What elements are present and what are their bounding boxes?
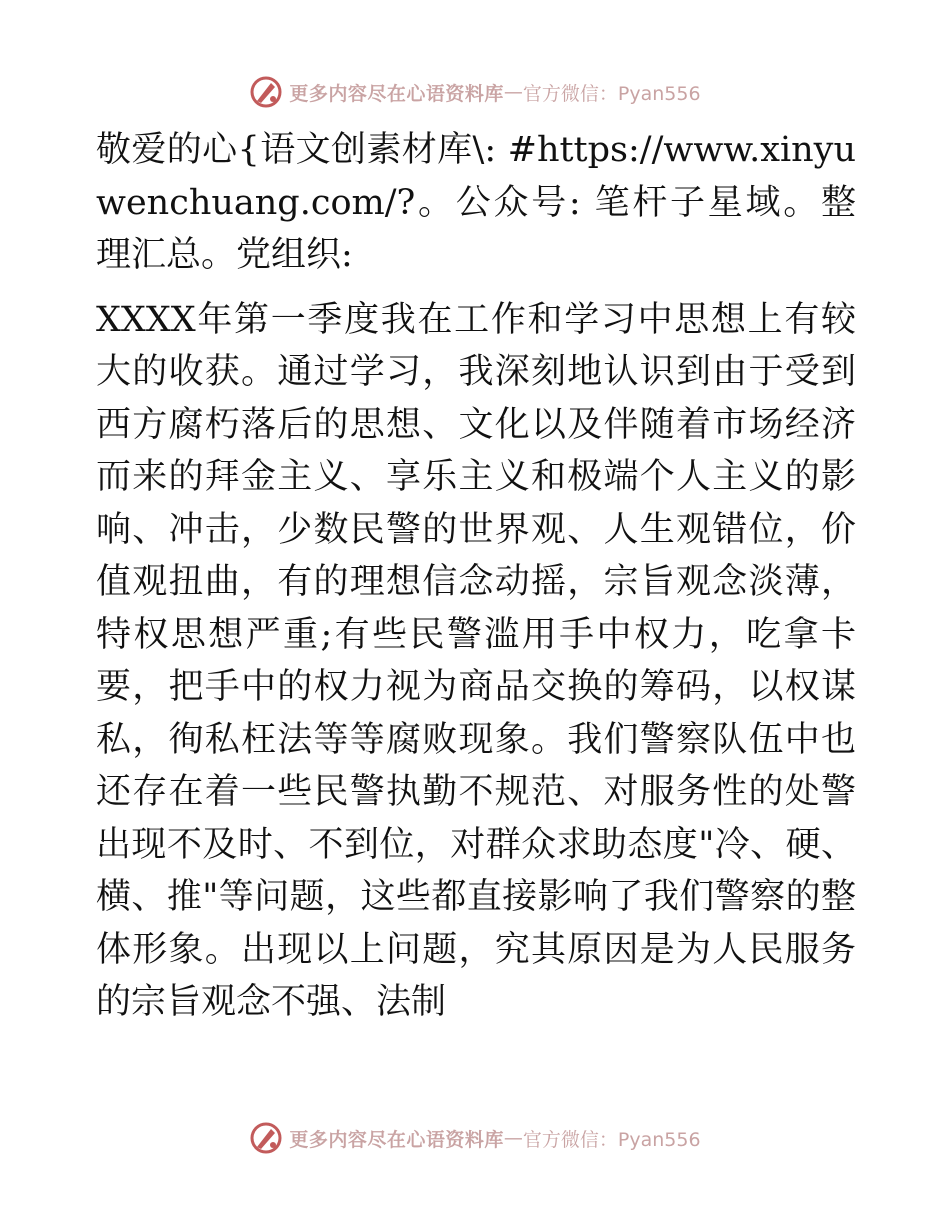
quill-logo-icon [249,75,283,109]
footer-banner [0,1118,950,1158]
banner-dash: — [503,81,523,103]
banner-dash: — [503,1127,523,1149]
quill-logo-icon [249,1121,283,1155]
banner-slogan: 更多内容尽在心语资料库 [289,82,504,105]
banner-wechat: 官方微信：Pyan556 [522,1128,701,1151]
header-banner [0,72,950,112]
banner-slogan: 更多内容尽在心语资料库 [289,1128,504,1151]
paragraph-body: XXXX年第一季度我在工作和学习中思想上有较大的收获。通过学习，我深刻地认识到由于受到西方腐朽落后的思想、文化以及伴随着市场经济而来的拜金主义、享乐主义和极端个人主义的影响、冲击，少数民警的世界观、人生观错位，价值观扭曲，有的理想信念动摇，宗旨观念淡薄，特权思想严重;有些民警滥用手中权力，吃拿卡要，把手中的权力视为商品交换的筹码，以权谋私，徇私枉法等等腐败现象。我们警察队伍中也还存在着一些民警执勤不规范、对服务性的处警出现不及时、不到位，对群众求助态度"冷、硬、横、推"等问题，这些都直接影响了我们警察的整体形象。出现以上问题，究其原因是为人民服务的宗旨观念不强、法制 [96,299,856,1022]
banner-wechat: 官方微信：Pyan556 [522,82,701,105]
paragraph-salutation: 敬爱的心{语文创素材库\: #https://www.xinyuwenchuang.com/?。公众号: 笔杆子星域。整理汇总。党组织: [96,130,856,275]
document-body [96,124,856,1029]
